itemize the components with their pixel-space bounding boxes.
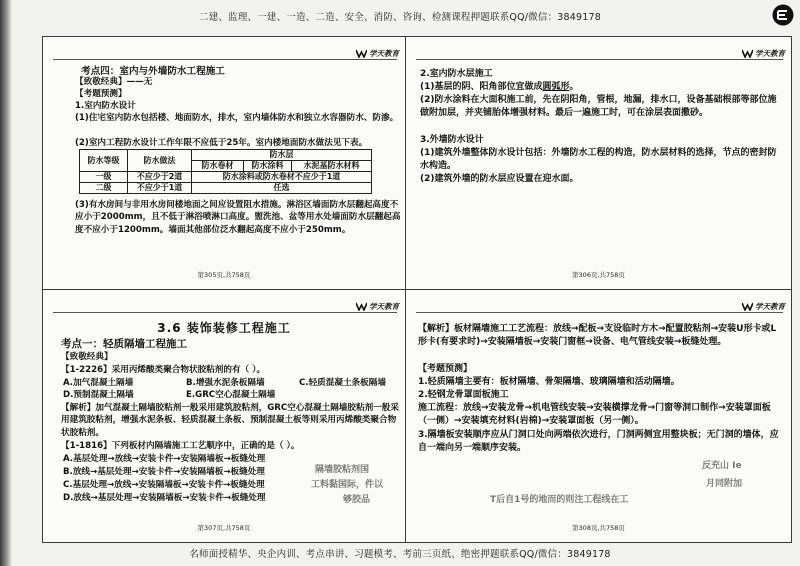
subheading: 2.轻钢龙骨罩面板施工 — [418, 390, 509, 400]
paragraph-text: (1)基层的阴、阳角部位宜做成 — [420, 82, 543, 92]
predict-label: 【考题预测】 — [75, 89, 127, 99]
slide-header-rule — [416, 59, 783, 60]
scan-edge-shadow — [0, 0, 12, 566]
classic-label: 【致敬经典】——无 — [75, 77, 153, 87]
table-cell: 一级 — [80, 172, 128, 183]
page-number: 第308页,共758页 — [572, 524, 625, 532]
option-a: A.基层处理→放线→安装卡件→安装隔墙板→板缝处理 — [63, 454, 266, 464]
table-cell: 防水涂料或防水卷材不应少于1道 — [192, 172, 372, 183]
page-number: 第305页,共758页 — [197, 271, 251, 279]
option-e: E.GRC空心混凝土隔墙 — [186, 390, 276, 400]
brand-logo — [742, 48, 785, 59]
slide-panel-306 — [405, 36, 792, 290]
option-c: C.基层处理→放线→安装隔墙板→安装卡件→板缝处理 — [63, 480, 265, 490]
table-cell: 二级 — [80, 183, 128, 194]
page-header: 二建、监理、一建、一造、二造、安全、消防、咨询、检测课程押题联系QQ/微信：3849178 — [199, 12, 601, 23]
paragraph: (1)住宅室内防水包括楼、地面防水，排水，室内墙体防水和独立水容器防水、防渗。 — [75, 113, 399, 123]
question-stem: 【1-2226】采用丙烯酸类聚合物状胶粘剂的有（ ）。 — [61, 365, 266, 375]
option-c: C.轻质混凝土条板隔墙 — [299, 378, 386, 388]
paragraph: 施工流程：放线→安装龙骨→机电管线安装→安装横撑龙骨→门窗等洞口制作→安装罩面板（一侧）→安装填充材料(岩棉)→安装罩面板（另一侧）。 — [418, 403, 771, 426]
predict-label: 【考题预测】 — [418, 364, 473, 374]
brand-logo — [742, 301, 785, 312]
slide-header-rule — [53, 59, 397, 60]
xuetian-logo-icon — [356, 302, 367, 311]
emphasis-text: 圆弧形 — [542, 82, 570, 92]
overlay-text: 反充山 Ie — [702, 461, 742, 471]
section-title: 考点四：室内与外墙防水工程施工 — [81, 66, 225, 77]
subheading: 3.外墙防水设计 — [420, 135, 484, 145]
table-cell: 任选 — [192, 183, 372, 194]
table-header: 防水等级 — [80, 150, 128, 172]
xuetian-logo-icon — [742, 49, 753, 58]
paragraph: (1)建筑外墙整体防水设计包括：外墙防水工程的构造，防水层材料的选择，节点的密封防水构造。 — [420, 148, 777, 171]
paragraph: (2)建筑外墙的防水层应设置在迎水面。 — [420, 174, 579, 184]
overlay-text: 隔墙胶粘剂国 — [315, 465, 370, 475]
brand-name: 学天教育 — [369, 49, 399, 58]
brand-logo — [356, 301, 399, 312]
overlay-text: 月同附加 — [706, 479, 743, 489]
classic-label: 【致敬经典】 — [61, 352, 113, 362]
page-footer: 名师面授精华、央企内训、考点串讲、习题模考、考前三页纸、绝密押题联系QQ/微信：3849178 — [189, 549, 611, 560]
table-cell: 不应少于2道 — [128, 172, 192, 183]
brand-name: 学天教育 — [755, 302, 785, 311]
table-subheader: 水泥基防水材料 — [292, 161, 372, 172]
option-a: A.加气混凝土隔墙 — [63, 378, 134, 388]
slide-header-rule — [53, 312, 397, 313]
brand-name: 学天教育 — [755, 49, 785, 58]
option-b: B.放线→基层处理→安装卡件→安装隔墙板→板缝处理 — [63, 467, 265, 477]
xuetian-logo-icon — [356, 49, 367, 58]
table-subheader: 防水卷材 — [192, 161, 244, 172]
slide-panel-305 — [42, 36, 406, 290]
paragraph: 3.隔墙板安装顺序应从门洞口处向两端依次进行，门洞两侧宜用整块板；无门洞的墙体，应自一端向另一端顺序安装。 — [418, 430, 779, 453]
key-point-title: 考点一：轻质隔墙工程施工 — [61, 338, 187, 350]
table-subheader: 防水涂料 — [244, 161, 292, 172]
page-number: 第307页,共758页 — [197, 524, 251, 532]
slide-panel-307 — [42, 289, 406, 543]
table-row — [80, 172, 372, 183]
overlay-text: 工料黏国际，件以 — [311, 480, 384, 490]
overlay-text: T后自1号的地而的则注工程线在工 — [490, 495, 629, 505]
paragraph: (2)室内工程防水设计工作年限不应低于25年。室内楼地面防水做法见下表。 — [75, 138, 368, 148]
option-d: D.预制混凝土隔墙 — [63, 390, 134, 400]
paragraph: 1.轻质隔墙主要有：板材隔墙、骨架隔墙、玻璃隔墙和活动隔墙。 — [418, 377, 680, 387]
brand-logo — [356, 48, 399, 59]
brand-seal-icon — [772, 4, 794, 26]
paragraph — [420, 81, 782, 94]
xuetian-logo-icon — [742, 302, 753, 311]
slide-panel-308 — [405, 289, 792, 543]
slide-header-rule — [416, 312, 783, 313]
analysis-text: 【解析】加气混凝土隔墙胶粘剂一般采用建筑胶粘剂，GRC空心混凝土隔墙胶粘剂一般采用建筑胶粘剂，增强水泥条板、轻质混凝土条板、预制混凝土板等则采用丙烯酸类聚合物状胶粘剂。 — [61, 403, 399, 438]
question-stem: 【1-1816】下列板材内隔墙施工工艺顺序中，正确的是（ ）。 — [61, 441, 300, 451]
option-d: D.放线→基层处理→安装隔墙板→安装卡件→板缝处理 — [63, 493, 266, 503]
option-b: B.增强水泥条板隔墙 — [186, 378, 265, 388]
table-row — [80, 183, 372, 194]
paragraph: (2)防水涂料在大面积施工前，先在阴阳角，管根，地漏，排水口，设备基础根部等部位施做附加层，并夹铺胎体增强材料。最后一遍施工时，可在涂层表面撒砂。 — [420, 95, 777, 118]
table-header: 防水层 — [192, 150, 372, 161]
brand-name: 学天教育 — [369, 302, 399, 311]
table-header: 防水做法 — [128, 150, 192, 172]
subheading: 2.室内防水层施工 — [420, 69, 493, 79]
paragraph: (3)有水房间与非用水房间楼地面之间应设置阻水措施。淋浴区墙面防水层翻起高度不应小于2000mm，且不低于淋浴喷淋口高度。盥洗池、盆等用水处墙面防水层翻起高度不应小于1200mm。墙面其他部位泛水翻起高度不应小于250mm。 — [75, 200, 401, 235]
overlay-text: 够胶品 — [343, 495, 371, 505]
chapter-title: 3.6 装饰装修工程施工 — [157, 321, 291, 335]
page-number: 第306页,共758页 — [572, 271, 625, 279]
subheading: 1.室内防水设计 — [75, 101, 136, 111]
table-cell: 不应少于1道 — [128, 183, 192, 194]
waterproof-table — [79, 149, 372, 194]
paragraph-text: 。 — [569, 82, 579, 92]
analysis-text: 【解析】板材隔墙施工工艺流程：放线→配板→支设临时方木→配置胶粘剂→安装U形卡或L形卡(有要求时)→安装隔墙板→安装门窗框→设备、电气管线安装→板缝处理。 — [418, 324, 777, 347]
